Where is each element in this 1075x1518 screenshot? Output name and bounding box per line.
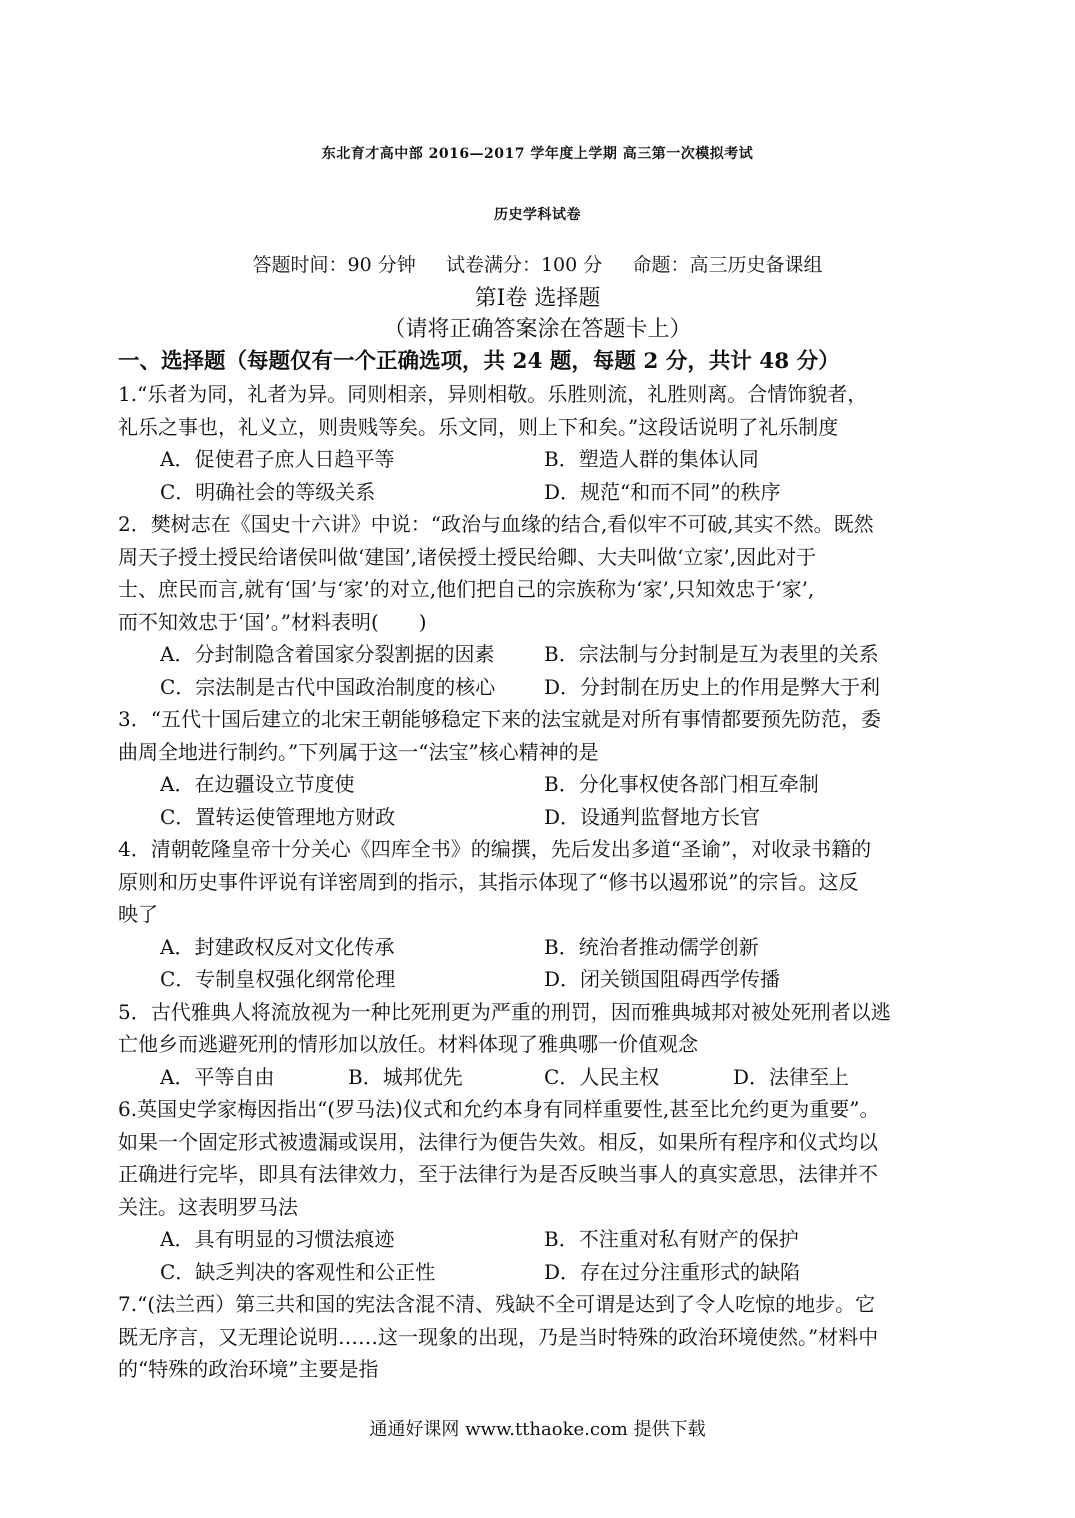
- exam-subtitle: 历史学科试卷: [494, 207, 581, 223]
- part-title: 一、选择题（每题仅有一个正确选项，共 24 题，每题 2 分，共计 48 分）: [118, 349, 840, 374]
- question-3-option-a: A．在边疆设立节度使: [160, 772, 355, 796]
- question-3-option-b: B．分化事权使各部门相互牵制: [544, 772, 819, 796]
- question-5-option-b: B．城邦优先: [348, 1064, 463, 1089]
- question-2-line-1: 2．樊树志在《国史十六讲》中说：“政治与血缘的结合,看似牢不可破,其实不然。既然: [118, 512, 874, 536]
- question-6-option-b: B．不注重对私有财产的保护: [544, 1227, 799, 1251]
- question-2-option-d: D．分封制在历史上的作用是弊大于利: [544, 674, 881, 699]
- question-7-line-1: 7.“(法兰西）第三共和国的宪法含混不清、残缺不全可谓是达到了令人吃惊的地步。它: [118, 1292, 876, 1316]
- question-5-option-d: D．法律至上: [733, 1064, 850, 1089]
- exam-full-score: 试卷满分：100 分: [445, 254, 603, 276]
- question-1-option-a: A．促使君子庶人日趋平等: [160, 447, 395, 471]
- question-1-option-d: D．规范“和而不同”的秩序: [544, 479, 781, 504]
- question-3-option-c: C．置转运使管理地方财政: [160, 804, 396, 829]
- question-4-line-1: 4．清朝乾隆皇帝十分关心《四库全书》的编撰，先后发出多道“圣谕”，对收录书籍的: [118, 837, 872, 861]
- question-4-option-b: B．统治者推动儒学创新: [544, 934, 759, 959]
- question-1-option-c: C．明确社会的等级关系: [160, 479, 376, 504]
- question-5-line-2: 亡他乡而逃避死刑的情形加以放任。材料体现了雅典哪一价值观念: [118, 1032, 698, 1056]
- question-3-line-1: 3．“五代十国后建立的北宋王朝能够稳定下来的法宝就是对所有事情都要预先防范，委: [118, 707, 881, 731]
- question-6-option-a: A．具有明显的习惯法痕迹: [160, 1227, 395, 1251]
- exam-meta: [0, 252, 1075, 278]
- question-6-line-1: 6.英国史学家梅因指出“(罗马法)仪式和允约本身有同样重要性,甚至比允约更为重要”。: [118, 1097, 880, 1121]
- question-6-line-3: 正确进行完毕，即具有法律效力，至于法律行为是否反映当事人的真实意思，法律并不: [118, 1162, 878, 1186]
- question-5-line-1: 5．古代雅典人将流放视为一种比死刑更为严重的刑罚，因而雅典城邦对被处死刑者以逃: [118, 999, 891, 1024]
- section-note: （请将正确答案涂在答题卡上）: [383, 317, 692, 342]
- question-4-option-c: C．专制皇权强化纲常伦理: [160, 967, 396, 991]
- exam-author: 命题：高三历史备课组: [632, 254, 823, 276]
- question-5-option-a: A．平等自由: [160, 1064, 275, 1089]
- question-6-option-c: C．缺乏判决的客观性和公正性: [160, 1259, 436, 1284]
- question-2-option-a: A．分封制隐含着国家分裂割据的因素: [160, 642, 495, 666]
- question-4-option-a: A．封建政权反对文化传承: [160, 934, 395, 959]
- question-6-line-2: 如果一个固定形式被遗漏或误用，法律行为便告失效。相反，如果所有程序和仪式均以: [118, 1129, 878, 1154]
- question-5-option-c: C．人民主权: [544, 1064, 660, 1089]
- exam-title: 东北育才高中部 2016—2017 学年度上学期 高三第一次模拟考试: [321, 146, 754, 162]
- question-2-line-2: 周天子授土授民给诸侯叫做‘建国’,诸侯授土授民给卿、大夫叫做‘立家’,因此对于: [118, 544, 817, 569]
- question-3-line-2: 曲周全地进行制约。”下列属于这一“法宝”核心精神的是: [118, 739, 599, 764]
- exam-time: 答题时间：90 分钟: [252, 254, 416, 276]
- question-3-option-d: D．设通判监督地方长官: [544, 804, 761, 829]
- question-2-line-4: 而不知效忠于‘国’。”材料表明( ): [118, 609, 427, 634]
- question-1-line-2: 礼乐之事也，礼义立，则贵贱等矣。乐文同，则上下和矣。”这段话说明了礼乐制度: [118, 414, 839, 439]
- question-2-line-3: 士、庶民而言,就有‘国’与‘家’的对立,他们把自己的宗族称为‘家’,只知效忠于‘家’,: [118, 577, 815, 601]
- question-2-option-b: B．宗法制与分封制是互为表里的关系: [544, 642, 879, 666]
- question-1-option-b: B．塑造人群的集体认同: [544, 447, 759, 471]
- question-7-line-3: 的“特殊的政治环境”主要是指: [118, 1357, 379, 1381]
- question-1-line-1: 1.“乐者为同，礼者为异。同则相亲，异则相敬。乐胜则流，礼胜则离。合情饰貌者，: [118, 382, 868, 406]
- question-4-option-d: D．闭关锁国阻碍西学传播: [544, 967, 781, 991]
- question-4-line-2: 原则和历史事件评说有详密周到的指示，其指示体现了“修书以遏邪说”的宗旨。这反: [118, 869, 859, 894]
- question-2-option-c: C．宗法制是古代中国政治制度的核心: [160, 674, 496, 699]
- question-6-line-4: 关注。这表明罗马法: [118, 1194, 298, 1219]
- question-4-line-3: 映了: [118, 902, 158, 926]
- page-footer: 通通好课网 www.tthaoke.com 提供下载: [369, 1419, 706, 1440]
- question-6-option-d: D．存在过分注重形式的缺陷: [544, 1259, 801, 1284]
- question-7-line-2: 既无序言，又无理论说明……这一现象的出现，乃是当时特殊的政治环境使然。”材料中: [118, 1324, 879, 1349]
- section-title: 第Ⅰ卷 选择题: [474, 286, 601, 311]
